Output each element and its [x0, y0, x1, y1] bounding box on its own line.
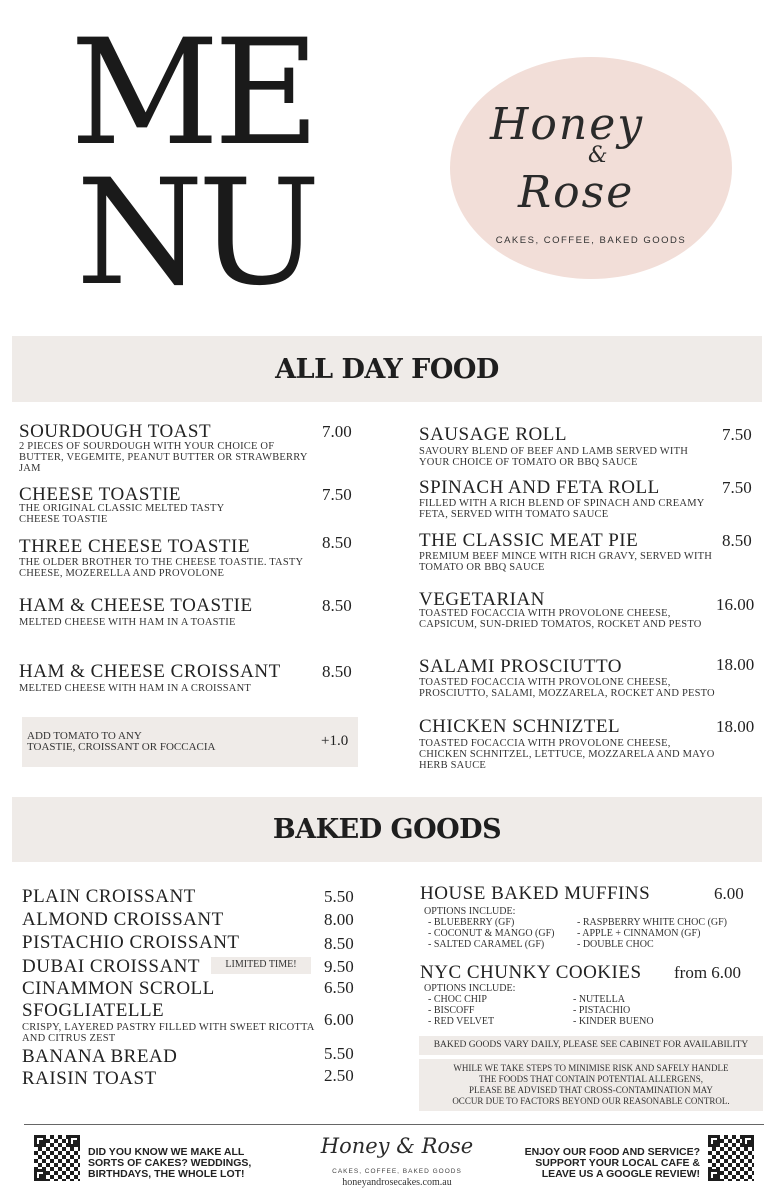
- item-price: 7.50: [722, 478, 752, 497]
- item-name: SOURDOUGH TOAST: [19, 421, 212, 442]
- footer-review-line: ENJOY OUR FOOD AND SERVICE?: [524, 1146, 700, 1158]
- section-title: BAKED GOODS: [272, 814, 502, 845]
- section-title: ALL DAY FOOD: [275, 354, 499, 385]
- item-name: SAUSAGE ROLL: [419, 424, 567, 445]
- item-name: CINAMMON SCROLL: [22, 978, 215, 999]
- menu-title-line1: ME: [70, 8, 315, 178]
- item-name: HAM & CHEESE CROISSANT: [19, 661, 281, 682]
- item-description: 2 PIECES OF SOURDOUGH WITH YOUR CHOICE OF BUTTER, VEGEMITE, PEANUT BUTTER OR STRAWBERRY JAM: [19, 441, 308, 474]
- option-item: - CHOC CHIP: [428, 994, 487, 1005]
- footer-website-link[interactable]: honeyandrosecakes.com.au: [342, 1177, 452, 1188]
- addon-line1: ADD TOMATO TO ANY: [27, 730, 142, 742]
- item-name: THE CLASSIC MEAT PIE: [419, 530, 639, 551]
- item-name: CHICKEN SCHNIZTEL: [419, 716, 621, 737]
- allergen-note: [419, 1059, 763, 1111]
- item-price: 16.00: [716, 595, 755, 614]
- option-item: - BLUEBERRY (GF): [428, 917, 515, 928]
- item-description: TOASTED FOCACCIA WITH PROVOLONE CHEESE, CAPSICUM, SUN-DRIED TOMATOS, ROCKET AND PESTO: [419, 608, 702, 630]
- logo-badge: [450, 57, 732, 279]
- limited-time-badge: [211, 957, 311, 974]
- item-name: PLAIN CROISSANT: [22, 886, 196, 907]
- item-name: BANANA BREAD: [22, 1046, 178, 1067]
- availability-text: BAKED GOODS VARY DAILY, PLEASE SEE CABINET FOR AVAILABILITY: [433, 1040, 749, 1050]
- footer-review-line: SUPPORT YOUR LOCAL CAFE &: [535, 1157, 700, 1169]
- item-price: 7.50: [322, 485, 352, 504]
- options-label: OPTIONS INCLUDE:: [424, 983, 516, 994]
- footer-logo-tagline: CAKES, COFFEE, BAKED GOODS: [332, 1168, 462, 1175]
- allergen-line: THE FOODS THAT CONTAIN POTENTIAL ALLERGENS,: [478, 1074, 704, 1084]
- item-price: 5.50: [324, 1044, 354, 1063]
- option-item: - KINDER BUENO: [573, 1016, 654, 1027]
- item-name: VEGETARIAN: [419, 589, 545, 610]
- allergen-line: PLEASE BE ADVISED THAT CROSS-CONTAMINATION MAY: [469, 1085, 713, 1095]
- item-price: 18.00: [716, 655, 755, 674]
- item-price: 6.00: [324, 1010, 354, 1029]
- item-name: SPINACH AND FETA ROLL: [419, 477, 660, 498]
- footer-divider: [24, 1124, 764, 1125]
- item-price: 6.00: [714, 884, 744, 903]
- item-description: THE OLDER BROTHER TO THE CHEESE TOASTIE. TASTY CHEESE, MOZERELLA AND PROVOLONE: [19, 557, 303, 579]
- option-item: - RED VELVET: [428, 1016, 495, 1027]
- badge-label: LIMITED TIME!: [225, 959, 297, 970]
- qr-code-left[interactable]: [34, 1135, 80, 1181]
- addon-box: [22, 717, 358, 767]
- item-price: 8.50: [324, 934, 354, 953]
- item-price: 18.00: [716, 717, 755, 736]
- option-item: - PISTACHIO: [573, 1005, 631, 1016]
- item-description: MELTED CHEESE WITH HAM IN A TOASTIE: [19, 617, 236, 628]
- item-description: TOASTED FOCACCIA WITH PROVOLONE CHEESE, CHICKEN SCHNITZEL, LETTUCE, MOZZARELA AND MAYO HERB SAUCE: [419, 738, 715, 771]
- footer-logo: Honey & Rose: [320, 1134, 474, 1158]
- item-name: THREE CHEESE TOASTIE: [19, 536, 250, 557]
- item-description: SAVOURY BLEND OF BEEF AND LAMB SERVED WITH YOUR CHOICE OF TOMATO OR BBQ SAUCE: [419, 446, 689, 468]
- logo-word-honey: Honey: [490, 99, 645, 150]
- option-item: - RASPBERRY WHITE CHOC (GF): [577, 917, 728, 928]
- footer-cakes-line: BIRTHDAYS, THE WHOLE LOT!: [88, 1168, 245, 1180]
- item-name: NYC CHUNKY COOKIES: [420, 962, 642, 983]
- addon-line2: TOASTIE, CROISSANT OR FOCCACIA: [27, 741, 216, 753]
- item-name: ALMOND CROISSANT: [22, 909, 224, 930]
- item-price: 8.50: [322, 533, 352, 552]
- logo-word-rose: Rose: [518, 167, 635, 218]
- item-price: 7.50: [722, 425, 752, 444]
- item-price: 9.50: [324, 957, 354, 976]
- item-description: CRISPY, LAYERED PASTRY FILLED WITH SWEET RICOTTA AND CITRUS ZEST: [22, 1022, 314, 1044]
- option-item: - APPLE + CINNAMON (GF): [577, 928, 701, 939]
- option-item: - SALTED CARAMEL (GF): [428, 939, 545, 950]
- item-description: FILLED WITH A RICH BLEND OF SPINACH AND CREAMY FETA, SERVED WITH TOMATO SAUCE: [419, 498, 705, 520]
- options-label: OPTIONS INCLUDE:: [424, 906, 516, 917]
- item-price: 8.50: [722, 531, 752, 550]
- item-price: 8.50: [322, 596, 352, 615]
- option-item: - DOUBLE CHOC: [577, 939, 654, 950]
- item-name: RAISIN TOAST: [22, 1068, 157, 1089]
- footer-cakes-line: DID YOU KNOW WE MAKE ALL: [88, 1146, 245, 1158]
- item-price: 2.50: [324, 1066, 354, 1085]
- logo-tagline: CAKES, COFFEE, BAKED GOODS: [495, 235, 687, 246]
- item-description: THE ORIGINAL CLASSIC MELTED TASTY CHEESE TOASTIE: [19, 503, 225, 525]
- item-price: 6.50: [324, 978, 354, 997]
- item-name: HOUSE BAKED MUFFINS: [420, 883, 651, 904]
- item-name: SALAMI PROSCIUTTO: [419, 656, 622, 677]
- baked-goods-header: [12, 797, 762, 862]
- footer-cakes-line: SORTS OF CAKES? WEDDINGS,: [88, 1157, 252, 1169]
- option-item: - BISCOFF: [428, 1005, 475, 1016]
- item-description: MELTED CHEESE WITH HAM IN A CROISSANT: [19, 683, 251, 694]
- item-description: PREMIUM BEEF MINCE WITH RICH GRAVY, SERVED WITH TOMATO OR BBQ SAUCE: [419, 551, 713, 573]
- item-price: 8.50: [322, 662, 352, 681]
- item-name: PISTACHIO CROISSANT: [22, 932, 240, 953]
- all-day-food-header: [12, 336, 762, 402]
- addon-price: +1.0: [321, 733, 349, 749]
- item-price: 7.00: [322, 422, 352, 441]
- item-name: HAM & CHEESE TOASTIE: [19, 595, 253, 616]
- item-price: 5.50: [324, 887, 354, 906]
- item-price: from 6.00: [674, 963, 742, 982]
- option-item: - COCONUT & MANGO (GF): [428, 928, 555, 939]
- footer-review-line: LEAVE US A GOOGLE REVIEW!: [541, 1168, 700, 1180]
- item-price: 8.00: [324, 910, 354, 929]
- menu-title-line2: NU: [76, 148, 315, 318]
- item-name: CHEESE TOASTIE: [19, 484, 181, 505]
- logo-ampersand: &: [588, 143, 608, 168]
- item-name: DUBAI CROISSANT: [22, 956, 200, 977]
- allergen-line: OCCUR DUE TO FACTORS BEYOND OUR REASONABLE CONTROL.: [452, 1096, 730, 1106]
- availability-note: [419, 1036, 763, 1055]
- allergen-line: WHILE WE TAKE STEPS TO MINIMISE RISK AND SAFELY HANDLE: [453, 1063, 729, 1073]
- item-description: TOASTED FOCACCIA WITH PROVOLONE CHEESE, PROSCIUTTO, SALAMI, MOZZARELA, ROCKET AND PESTO: [419, 677, 715, 699]
- item-name: SFOGLIATELLE: [22, 1000, 165, 1021]
- qr-code-right[interactable]: [708, 1135, 754, 1181]
- option-item: - NUTELLA: [573, 994, 625, 1005]
